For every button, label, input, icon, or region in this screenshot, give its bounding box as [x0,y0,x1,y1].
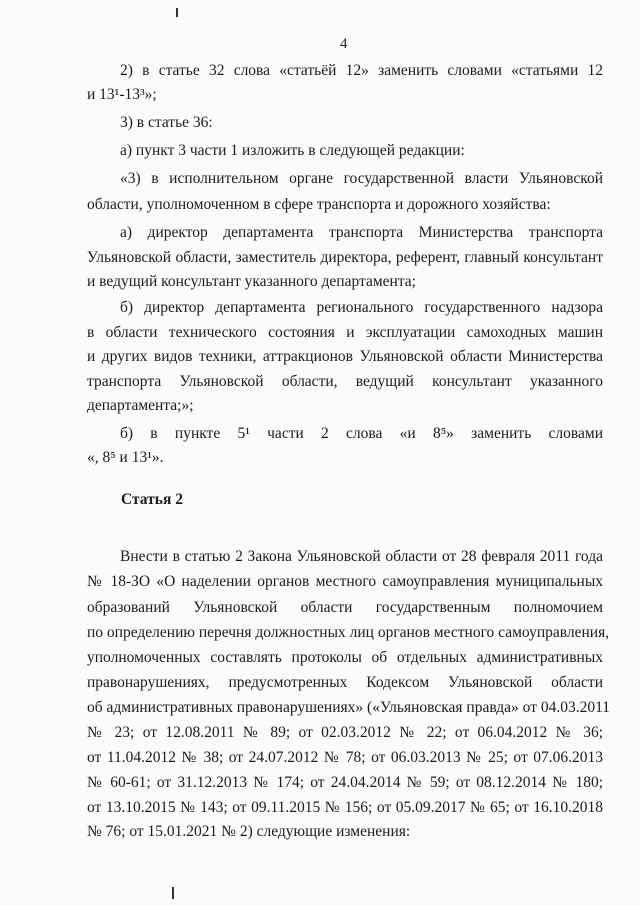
scan-mark-bottom [172,887,174,899]
article-2-line: № 23; от 12.08.2011 № 89; от 02.03.2012 № 22; от 06.04.2012 № 36; [87,724,603,741]
subitem-c-line-1: б) в пункте 5¹ части 2 слова «и 8⁵» заменить словами [120,425,603,442]
item-2-line-2: и 13¹-13³»; [87,86,157,103]
article-2-line: образований Ульяновской области государственным полномочием [87,599,603,616]
article-2-line: уполномоченных составлять протоколы об отдельных административных [87,649,603,666]
item-3-heading: 3) в статье 36: [120,114,213,131]
subitem-c-line-2: «, 8⁵ и 13¹». [87,449,164,466]
item-3-a-intro: а) пункт 3 части 1 изложить в следующей редакции: [120,142,465,159]
article-2-line: об административных правонарушениях» («Ульяновская правда» от 04.03.2011 [87,699,611,716]
article-2-line: Внести в статью 2 Закона Ульяновской области от 28 февраля 2011 года [120,548,603,565]
article-2-line: № 76; от 15.01.2021 № 2) следующие изменения: [87,823,411,840]
subitem-b-line-2: в области технического состояния и эксплуатации самоходных машин [87,324,603,341]
page-number: 4 [340,36,348,52]
article-2-line: от 11.04.2012 № 38; от 24.07.2012 № 78; от 06.03.2013 № 25; от 07.06.2013 [87,749,603,766]
article-2-heading: Статья 2 [121,491,183,508]
quote-line-1: «3) в исполнительном органе государственной власти Ульяновской [120,170,603,187]
subitem-b-line-1: б) директор департамента регионального государственного надзора [120,299,603,316]
subitem-a-line-1: а) директор департамента транспорта Министерства транспорта [120,224,603,241]
subitem-b-line-3: и других видов техники, аттракционов Ульяновской области Министерства [87,348,603,365]
article-2-line: по определению перечня должностных лиц органов местного самоуправления, [87,624,610,641]
scan-mark-top [176,8,178,17]
subitem-a-line-3: и ведущий консультант указанного департамента; [87,273,416,290]
subitem-b-line-4: транспорта Ульяновской области, ведущий консультант указанного [87,373,603,390]
subitem-a-line-2: Ульяновской области, заместитель директора, референт, главный консультант [87,249,603,266]
subitem-b-line-5: департамента;»; [87,397,194,414]
article-2-line: от 13.10.2015 № 143; от 09.11.2015 № 156; от 05.09.2017 № 65; от 16.10.2018 [87,799,603,816]
article-2-line: № 18-ЗО «О наделении органов местного самоуправления муниципальных [87,573,603,590]
article-2-line: правонарушениях, предусмотренных Кодексом Ульяновской области [87,674,603,691]
quote-line-2: области, уполномоченном в сфере транспорта и дорожного хозяйства: [87,196,551,213]
item-2-line-1: 2) в статье 32 слова «статьёй 12» заменить словами «статьями 12 [120,62,603,79]
article-2-line: № 60-61; от 31.12.2013 № 174; от 24.04.2014 № 59; от 08.12.2014 № 180; [87,774,603,791]
